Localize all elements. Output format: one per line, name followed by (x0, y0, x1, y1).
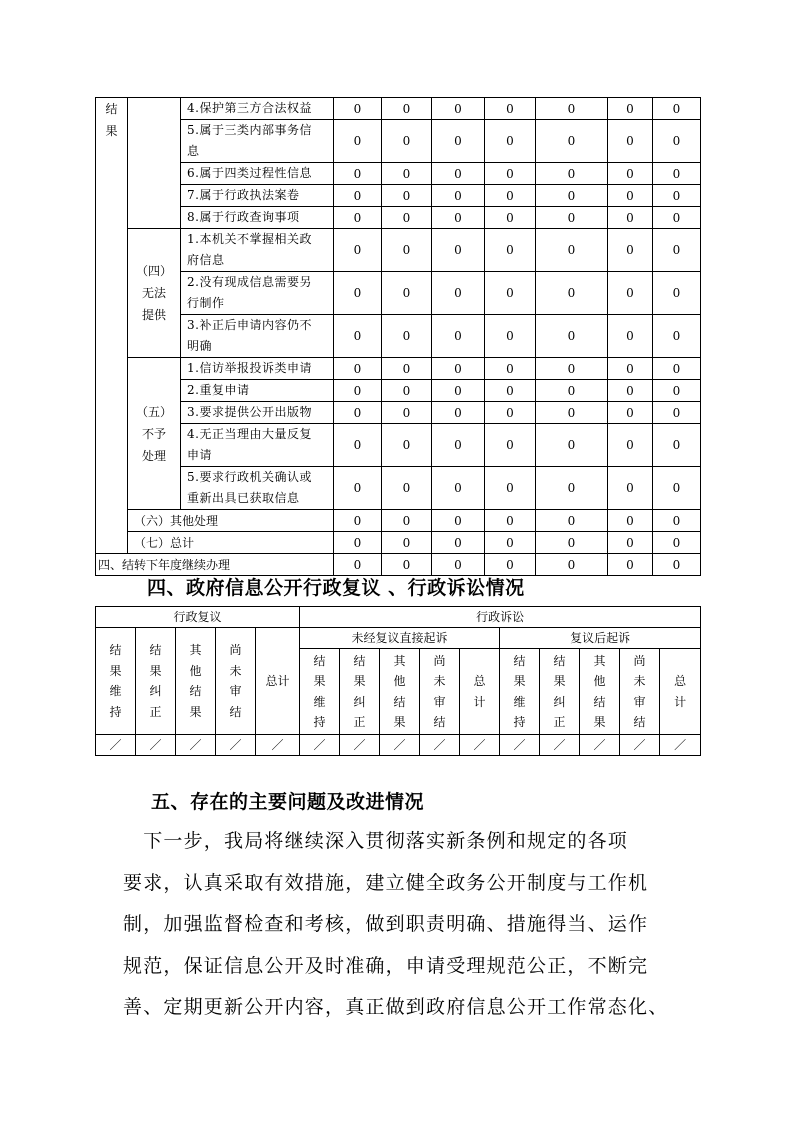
table-row (96, 402, 701, 424)
table-row (96, 163, 701, 185)
table-cell-value: 0 (334, 358, 382, 380)
table-cell-value: ／ (580, 735, 620, 756)
table-cell-value: 0 (485, 120, 536, 163)
table-cell-value: ／ (300, 735, 340, 756)
table-cell-value: 0 (653, 402, 701, 424)
table-cell-value: 0 (485, 424, 536, 467)
header-litigation-col: 结 果 维 持 (500, 649, 540, 735)
table-cell-value: 0 (382, 467, 432, 510)
section-heading-review-litigation: 四、政府信息公开行政复议 、行政诉讼情况 (147, 577, 525, 599)
table-cell-value: 0 (653, 98, 701, 120)
table-cell-value: 0 (653, 532, 701, 554)
table-row (96, 467, 701, 510)
header-litigation-col: 结 果 纠 正 (340, 649, 380, 735)
table-cell-value: 0 (382, 272, 432, 315)
table-cell-value: ／ (176, 735, 216, 756)
table-cell-value: 0 (382, 163, 432, 185)
table-cell-value: 0 (485, 207, 536, 229)
table-cell-value: 0 (334, 380, 382, 402)
table-row (96, 510, 701, 532)
table-cell-value: 0 (608, 207, 653, 229)
table-cell-value: 0 (382, 554, 432, 576)
header-litigation-col: 结 果 维 持 (300, 649, 340, 735)
table-cell-value: 0 (485, 380, 536, 402)
table-row (96, 532, 701, 554)
table-cell-value: 0 (608, 467, 653, 510)
table-cell-value: 0 (536, 380, 608, 402)
table-cell-value: 0 (485, 315, 536, 358)
table-cell-value: 0 (653, 315, 701, 358)
table-cell-value: 0 (608, 229, 653, 272)
header-litigation-col: 总 计 (660, 649, 701, 735)
table-cell-value: 0 (608, 554, 653, 576)
table-row (96, 628, 701, 649)
table-cell-value: 0 (432, 229, 485, 272)
section-heading-problems: 五、存在的主要问题及改进情况 (151, 791, 425, 813)
group-label-not-processed: （五） 不予 处理 (128, 358, 181, 510)
header-review-col: 结 果 纠 正 (136, 628, 176, 735)
row-label: 4.保护第三方合法权益 (181, 98, 334, 120)
table-cell-value: ／ (96, 735, 136, 756)
table-row (96, 315, 701, 358)
table-row (96, 207, 701, 229)
paragraph-line: 规范，保证信息公开及时准确，申请受理规范公正，不断完 (123, 954, 649, 977)
table-row (96, 358, 701, 380)
table-row (96, 607, 701, 628)
table-cell-value: ／ (380, 735, 420, 756)
table-cell-value: 0 (432, 424, 485, 467)
paragraph-line: 善、定期更新公开内容，真正做到政府信息公开工作常态化、 (123, 996, 669, 1018)
table-cell-value: 0 (653, 229, 701, 272)
header-review: 行政复议 (96, 607, 300, 628)
table-cell-value: 0 (334, 402, 382, 424)
header-review-col: 其 他 结 果 (176, 628, 216, 735)
table-cell-value: 0 (382, 207, 432, 229)
row-label: 1.信访举报投诉类申请 (181, 358, 334, 380)
table-cell-value: 0 (608, 163, 653, 185)
table-cell-value: 0 (536, 510, 608, 532)
table-cell-value: ／ (420, 735, 460, 756)
table-cell-value: 0 (334, 315, 382, 358)
table-cell-value: 0 (653, 510, 701, 532)
table-row (96, 98, 701, 120)
table-cell-value: 0 (485, 467, 536, 510)
table-cell-value: 0 (334, 229, 382, 272)
table-cell-value: 0 (334, 554, 382, 576)
table-cell-value: 0 (432, 402, 485, 424)
table-cell-value: 0 (432, 510, 485, 532)
table-row (96, 229, 701, 272)
header-litigation-col: 尚 未 审 结 (420, 649, 460, 735)
row-label: 1.本机关不掌握相关政 府信息 (181, 229, 334, 272)
table-cell-value: 0 (536, 272, 608, 315)
table-cell-value: 0 (536, 402, 608, 424)
table-cell-value: ／ (136, 735, 176, 756)
table-cell-value: 0 (334, 424, 382, 467)
header-after-review-suit: 复议后起诉 (500, 628, 701, 649)
row-label: （七）总计 (128, 532, 334, 554)
table-cell-value: 0 (382, 315, 432, 358)
row-label: 2.重复申请 (181, 380, 334, 402)
table-cell-value: 0 (536, 163, 608, 185)
row-label: 3.要求提供公开出版物 (181, 402, 334, 424)
paragraph-line: 要求，认真采取有效措施，建立健全政务公开制度与工作机 (123, 871, 649, 894)
table-cell-value: ／ (660, 735, 701, 756)
table-cell-value: 0 (382, 510, 432, 532)
table-cell-value: 0 (653, 554, 701, 576)
group-label-cannot-provide: （四） 无法 提供 (128, 229, 181, 358)
row-label: 2.没有现成信息需要另 行制作 (181, 272, 334, 315)
group-label-blank (128, 98, 181, 229)
header-review-col: 尚 未 审 结 (216, 628, 256, 735)
table-cell-value: 0 (334, 207, 382, 229)
table-cell-value: 0 (485, 510, 536, 532)
table-cell-value: ／ (500, 735, 540, 756)
table-cell-value: 0 (334, 510, 382, 532)
table-cell-value: 0 (485, 163, 536, 185)
table-cell-value: 0 (536, 229, 608, 272)
table-cell-value: 0 (382, 532, 432, 554)
table-cell-value: 0 (608, 424, 653, 467)
table-cell-value: 0 (485, 554, 536, 576)
table-cell-value: 0 (334, 98, 382, 120)
table-cell-value: 0 (382, 98, 432, 120)
table-cell-value: 0 (432, 532, 485, 554)
table-cell-value: 0 (485, 272, 536, 315)
table-cell-value: 0 (334, 467, 382, 510)
table-cell-value: 0 (653, 358, 701, 380)
disposition-table (95, 97, 701, 576)
table-cell-value: 0 (608, 402, 653, 424)
table-cell-value: 0 (334, 532, 382, 554)
table-cell-value: 0 (536, 467, 608, 510)
table-cell-value: 0 (608, 358, 653, 380)
table-cell-value: 0 (536, 315, 608, 358)
table-cell-value: 0 (382, 185, 432, 207)
table-cell-value: 0 (536, 532, 608, 554)
header-review-col: 总计 (256, 628, 300, 735)
table-cell-value: 0 (382, 380, 432, 402)
row-label: 7.属于行政执法案卷 (181, 185, 334, 207)
table-cell-value: 0 (608, 380, 653, 402)
table-cell-value: ／ (216, 735, 256, 756)
table-cell-value: 0 (653, 207, 701, 229)
table-cell-value: 0 (653, 163, 701, 185)
table-cell-value: 0 (608, 510, 653, 532)
table-cell-value: ／ (540, 735, 580, 756)
table-cell-value: 0 (432, 185, 485, 207)
header-direct-suit: 未经复议直接起诉 (300, 628, 500, 649)
table-row (96, 380, 701, 402)
row-label: （六）其他处理 (128, 510, 334, 532)
table-cell-value: 0 (432, 98, 485, 120)
row-label: 四、结转下年度继续办理 (96, 554, 334, 576)
table-cell-value: 0 (432, 120, 485, 163)
table-row (96, 272, 701, 315)
row-label: 8.属于行政查询事项 (181, 207, 334, 229)
table-cell-value: 0 (653, 380, 701, 402)
paragraph-line: 制，加强监督检查和考核，做到职责明确、措施得当、运作 (123, 913, 649, 935)
table-cell-value: 0 (382, 358, 432, 380)
table-cell-value: 0 (382, 229, 432, 272)
table-cell-value: 0 (536, 358, 608, 380)
table-cell-value: 0 (334, 120, 382, 163)
table-row (96, 185, 701, 207)
table-cell-value: 0 (432, 467, 485, 510)
header-litigation-col: 总 计 (460, 649, 500, 735)
table-cell-value: 0 (334, 185, 382, 207)
header-litigation-col: 其 他 结 果 (380, 649, 420, 735)
table-row (96, 120, 701, 163)
table-cell-value: 0 (653, 120, 701, 163)
table-cell-value: 0 (382, 120, 432, 163)
table-cell-value: 0 (485, 532, 536, 554)
row-label: 3.补正后申请内容仍不 明确 (181, 315, 334, 358)
table-cell-value: 0 (608, 120, 653, 163)
table-cell-value: 0 (382, 402, 432, 424)
table-row (96, 735, 701, 756)
table-cell-value: 0 (382, 424, 432, 467)
table-cell-value: ／ (460, 735, 500, 756)
row-label: 5.属于三类内部事务信 息 (181, 120, 334, 163)
table-cell-value: 0 (485, 98, 536, 120)
group-label-result: 结 果 (96, 98, 128, 554)
table-cell-value: 0 (608, 532, 653, 554)
table-cell-value: 0 (485, 358, 536, 380)
table-cell-value: 0 (432, 207, 485, 229)
table-cell-value: 0 (432, 315, 485, 358)
review-litigation-table (95, 606, 701, 756)
table-cell-value: 0 (432, 380, 485, 402)
table-cell-value: 0 (653, 424, 701, 467)
table-cell-value: ／ (620, 735, 660, 756)
header-review-col: 结 果 维 持 (96, 628, 136, 735)
table-cell-value: 0 (432, 272, 485, 315)
table-cell-value: 0 (334, 163, 382, 185)
table-row (96, 424, 701, 467)
table-cell-value: ／ (340, 735, 380, 756)
table-cell-value: 0 (653, 185, 701, 207)
table-cell-value: 0 (485, 229, 536, 272)
table-cell-value: 0 (334, 272, 382, 315)
table-cell-value: ／ (256, 735, 300, 756)
table-cell-value: 0 (536, 185, 608, 207)
table-cell-value: 0 (432, 163, 485, 185)
paragraph-line: 下一步，我局将继续深入贯彻落实新条例和规定的各项 (123, 830, 629, 852)
table-cell-value: 0 (536, 207, 608, 229)
table-cell-value: 0 (536, 120, 608, 163)
row-label: 5.要求行政机关确认或 重新出具已获取信息 (181, 467, 334, 510)
header-litigation-col: 尚 未 审 结 (620, 649, 660, 735)
header-litigation-col: 其 他 结 果 (580, 649, 620, 735)
table-cell-value: 0 (653, 272, 701, 315)
table-cell-value: 0 (536, 98, 608, 120)
table-cell-value: 0 (608, 315, 653, 358)
header-litigation: 行政诉讼 (300, 607, 701, 628)
table-cell-value: 0 (432, 358, 485, 380)
table-cell-value: 0 (485, 185, 536, 207)
table-cell-value: 0 (536, 424, 608, 467)
table-cell-value: 0 (653, 467, 701, 510)
row-label: 4.无正当理由大量反复 申请 (181, 424, 334, 467)
header-litigation-col: 结 果 纠 正 (540, 649, 580, 735)
table-cell-value: 0 (432, 554, 485, 576)
table-cell-value: 0 (608, 185, 653, 207)
table-cell-value: 0 (485, 402, 536, 424)
table-cell-value: 0 (536, 554, 608, 576)
table-cell-value: 0 (608, 98, 653, 120)
table-cell-value: 0 (608, 272, 653, 315)
row-label: 6.属于四类过程性信息 (181, 163, 334, 185)
